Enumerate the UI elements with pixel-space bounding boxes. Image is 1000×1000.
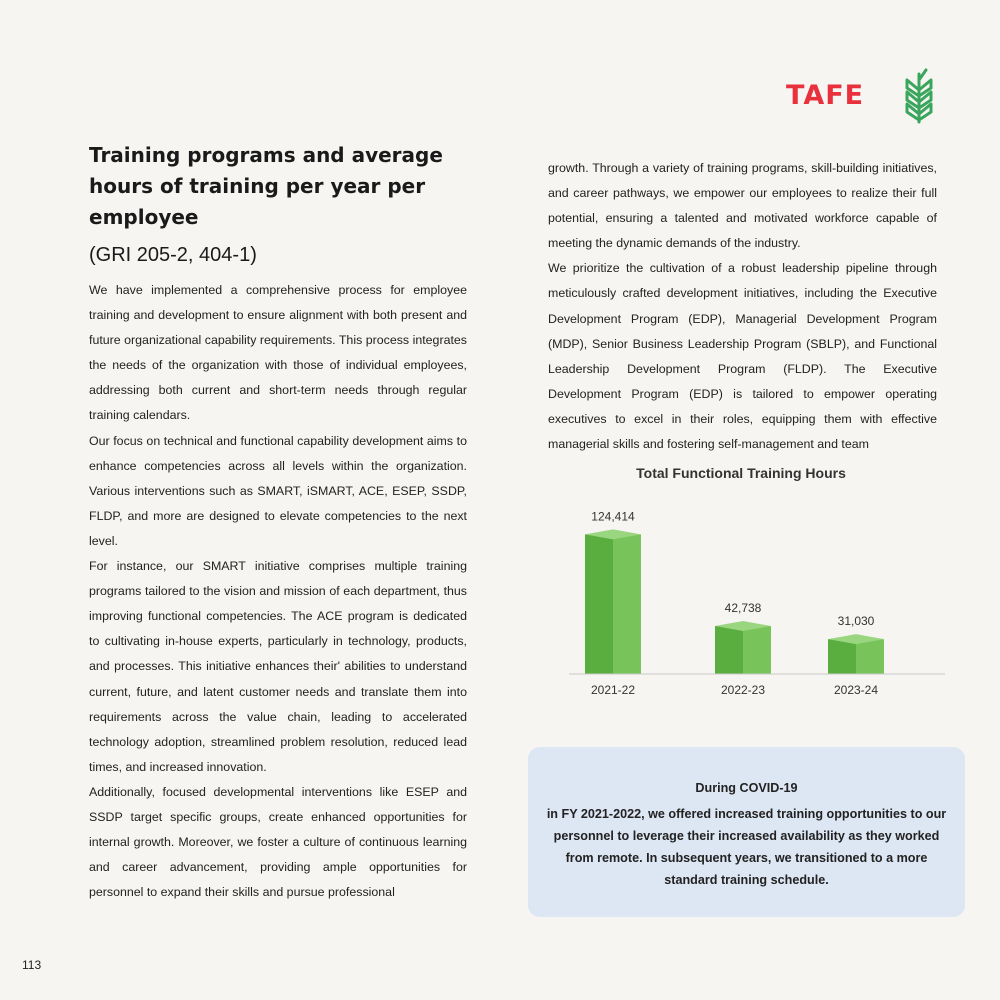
left-paragraph-4: Additionally, focused developmental interventions like ESEP and SSDP target specific groups, create enhanced opportunities for internal growth. Moreover, we foster a culture of continuous learning and career advancement, providing ample opportunities for personnel to expand their skills and pursue professional — [89, 784, 467, 900]
left-paragraph-1: We have implemented a comprehensive process for employee training and development to ensure alignment with both present and future organizational capability requirements. This process integrates the needs of the organization with those of individual employees, addressing both current and short-term needs through regular training calendars. — [89, 283, 467, 423]
bar-value-label: 31,030 — [837, 614, 875, 629]
left-paragraph-3: For instance, our SMART initiative comprises multiple training programs tailored to the vision and mission of each department, thus improving functional competencies. The ACE program is dedicated to cultivating in-house experts, particularly in technology, products, and processes. This initiative enhances their' abilities to understand current, future, and latent customer needs and translate them into requirements across the value chain, leading to accelerated technology adoption, streamlined problem resolution, reduced lead times, and increased innovation. — [89, 559, 467, 774]
page-title: Training programs and average hours of training per year per employee — [89, 143, 443, 229]
gri-reference: (GRI 205-2, 404-1) — [89, 244, 257, 266]
right-paragraph-1: growth. Through a variety of training programs, skill-building initiatives, and career pathways, we empower our employees to realize their full potential, ensuring a talented and motivated workforce capable of meeting the dynamic demands of the industry. — [548, 161, 937, 251]
category-label: 2021-22 — [590, 683, 636, 697]
bar-2023-24-right — [856, 639, 884, 674]
covid-callout — [528, 747, 965, 917]
page-number: 113 — [22, 958, 42, 972]
covid-text: in FY 2021-2022, we offered increased training opportunities to our personnel to leverage their increased availability as they worked from remote. In subsequent years, we transitioned to a more standard training schedule. — [546, 807, 947, 887]
logo-text: TAFE — [786, 80, 865, 111]
wheat-leaf-icon — [902, 66, 936, 124]
bar-2022-23-left — [715, 626, 743, 674]
bar-2021-22-left — [585, 534, 613, 674]
bar-2022-23-right — [743, 626, 771, 674]
category-label: 2022-23 — [720, 683, 766, 697]
covid-title: During COVID-19 — [695, 781, 798, 795]
bar-2021-22-right — [613, 534, 641, 674]
training-hours-chart — [545, 458, 945, 708]
bar-value-label: 42,738 — [724, 601, 762, 616]
tafe-logo — [786, 66, 936, 126]
chart-canvas — [545, 458, 945, 708]
bar-2023-24-left — [828, 639, 856, 674]
right-column — [548, 156, 937, 457]
left-paragraph-2: Our focus on technical and functional capability development aims to enhance competencies across all levels within the organization. Various interventions such as SMART, iSMART, ACE, ESEP, SSDP, FLDP, and more are designed to elevate competencies to the next level. — [89, 433, 467, 548]
right-paragraph-2: We prioritize the cultivation of a robust leadership pipeline through meticulously crafted development initiatives, including the Executive Development Program (EDP), Managerial Development Program (MDP), Senior Business Leadership Program (SBLP), and Functional Leadership Development Program (FLDP). The Executive Development Program (EDP) is tailored to empower operating executives to excel in their roles, equipping them with effective managerial skills and fostering self-management and team — [548, 261, 937, 452]
category-label: 2023-24 — [833, 683, 879, 697]
left-column — [89, 140, 467, 905]
chart-title: Total Functional Training Hours — [636, 465, 846, 481]
bar-value-label: 124,414 — [591, 509, 635, 524]
